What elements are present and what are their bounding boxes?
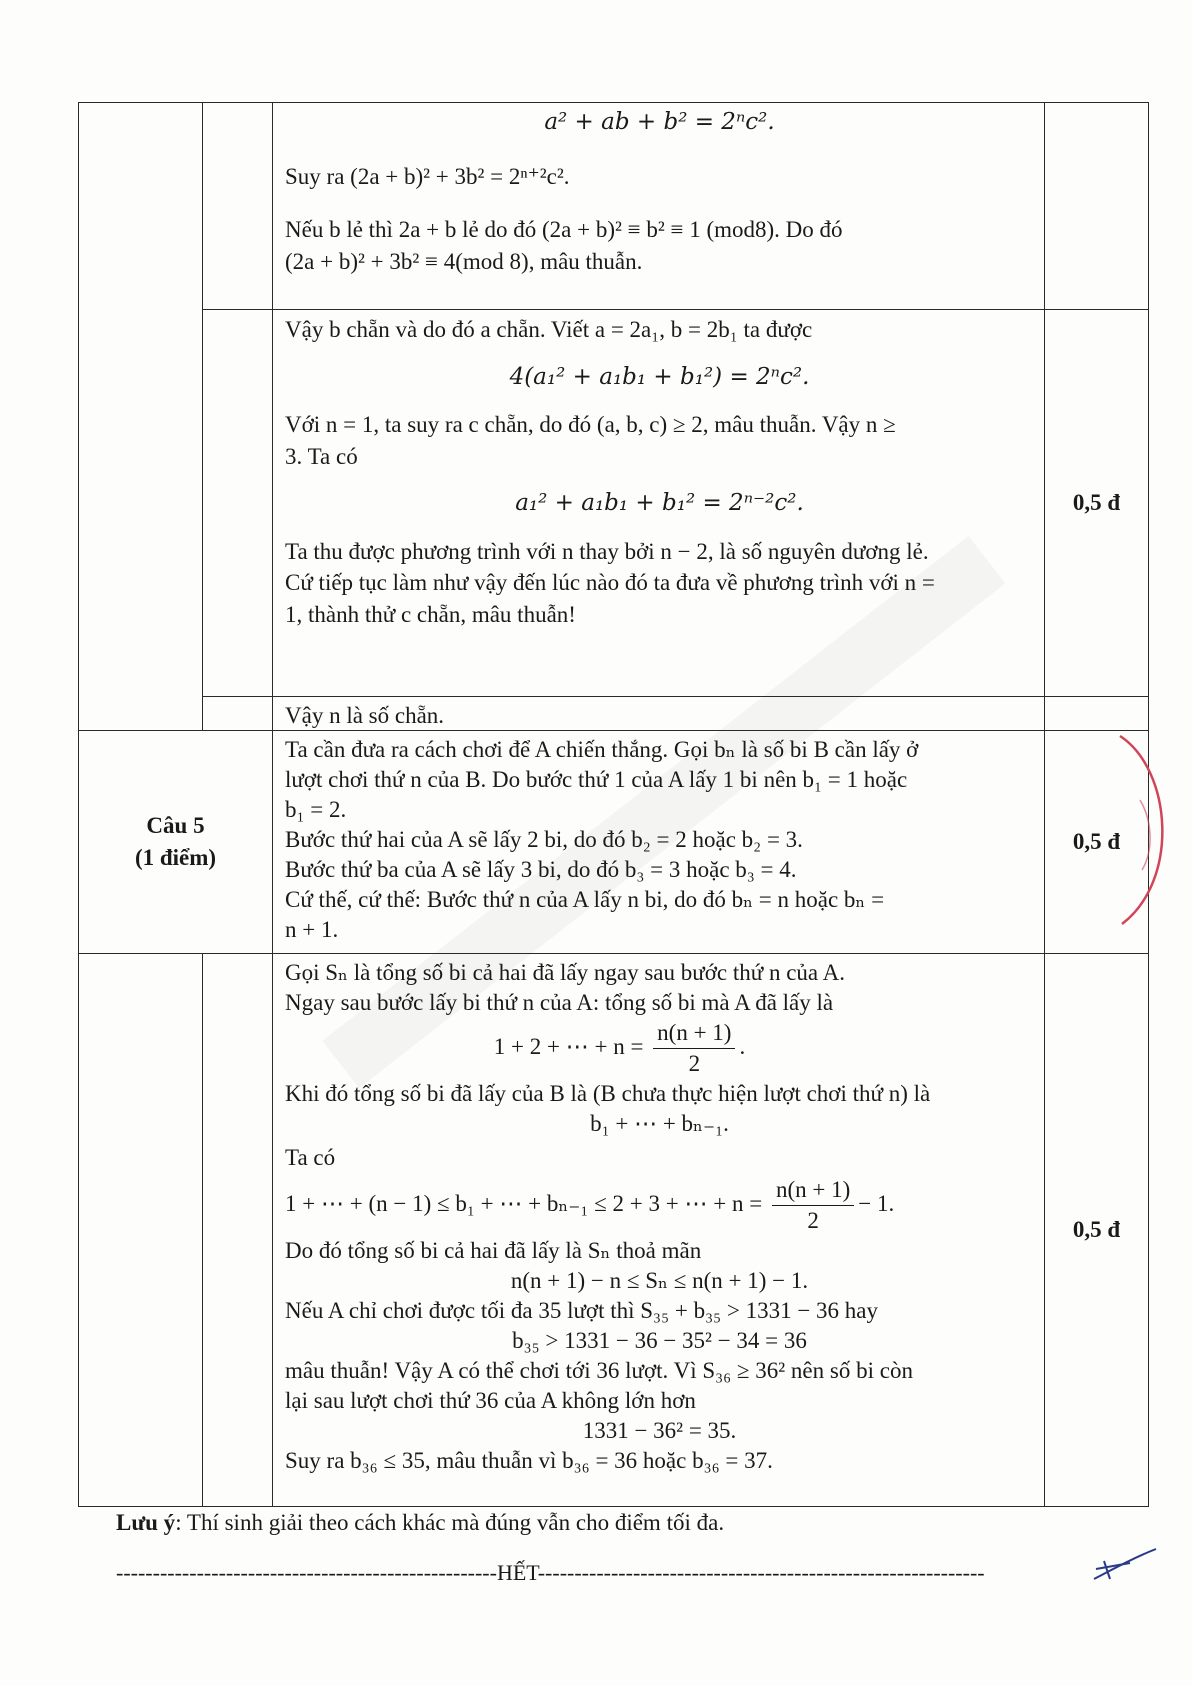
question-label [79, 731, 273, 954]
formula-tail: . [739, 1033, 746, 1059]
score-cell-empty [1045, 697, 1149, 731]
text-line: Vậy n là số chẵn. [285, 703, 445, 728]
fraction-denominator: 2 [688, 1051, 701, 1076]
equation: a² + ab + b² = 2ⁿc². [544, 109, 775, 135]
fraction [653, 1018, 735, 1079]
question-label-cell-empty [79, 103, 203, 731]
content-cell [273, 954, 1045, 1507]
text-line: Ngay sau bước lấy bi thứ n của A: tổng số bi mà A đã lấy là [285, 990, 834, 1015]
formula-left: 1 + 2 + ⋯ + n = [493, 1033, 644, 1059]
text-line: Ta có [285, 1145, 336, 1170]
text-line: (2a + b)² + 3b² ≡ 4(mod 8), mâu thuẫn. [285, 248, 643, 274]
equation: n(n + 1) − n ≤ Sₙ ≤ n(n + 1) − 1. [510, 1268, 809, 1293]
equation: b₁ + ⋯ + bₙ₋₁. [590, 1111, 729, 1136]
fraction-numerator: n(n + 1) [653, 1018, 735, 1049]
formula-left: 1 + ⋯ + (n − 1) ≤ b₁ + ⋯ + bₙ₋₁ ≤ 2 + 3 + ⋯ + n = [285, 1190, 763, 1216]
red-stamp-fragment [1112, 730, 1182, 930]
text-line: Nếu b lẻ thì 2a + b lẻ do đó (2a + b)² ≡ b² ≡ 1 (mod8). Do đó [285, 217, 843, 242]
question-label-cell-empty [79, 954, 203, 1507]
text-line: 1, thành thử c chẵn, mâu thuẫn! [285, 601, 576, 627]
formula-sum [205, 1018, 1034, 1079]
score-cell-empty [1045, 103, 1149, 310]
fraction-denominator: 2 [807, 1208, 819, 1233]
equation: 1331 − 36² = 35. [582, 1418, 737, 1443]
formula-tail: − 1. [858, 1190, 895, 1216]
dash-line-left: ---------------------------------------------------- [116, 1560, 497, 1585]
sub-cell [203, 310, 273, 697]
score-value: 0,5 đ [1045, 731, 1149, 954]
text-line: 3. Ta có [285, 443, 358, 469]
end-word: HẾT [496, 1560, 538, 1585]
text-line: Ta cần đưa ra cách chơi để A chiến thắng. Gọi bₙ là số bi B cần lấy ở [285, 737, 919, 762]
equation: b₃₅ > 1331 − 36 − 35² − 34 = 36 [512, 1328, 807, 1353]
text-line: Vậy b chẵn và do đó a chẵn. Viết a = 2a₁, b = 2b₁ ta được [285, 317, 813, 342]
note [116, 1510, 724, 1536]
fraction-numerator: n(n + 1) [772, 1175, 854, 1206]
note-text: : Thí sinh giải theo cách khác mà đúng vẫn cho điểm tối đa. [175, 1510, 725, 1535]
score-value: 0,5 đ [1045, 310, 1149, 697]
content-cell [273, 731, 1045, 954]
sub-cell [203, 103, 273, 310]
signature-mark [1090, 1545, 1160, 1585]
text-line: mâu thuẫn! Vậy A có thể chơi tới 36 lượt. Vì S₃₆ ≥ 36² nên số bi còn [285, 1358, 913, 1383]
text-line: Ta thu được phương trình với n thay bởi n − 2, là số nguyên dương lẻ. [285, 538, 929, 564]
formula-inequality [285, 1175, 1034, 1236]
text-line: Bước thứ hai của A sẽ lấy 2 bi, do đó b₂ = 2 hoặc b₂ = 3. [285, 827, 803, 852]
text-line: n + 1. [285, 917, 339, 942]
text-line: Nếu A chỉ chơi được tối đa 35 lượt thì S₃₅ + b₃₅ > 1331 − 36 hay [285, 1298, 879, 1323]
content-cell [273, 103, 1045, 310]
fraction [772, 1175, 854, 1236]
text-line: Suy ra (2a + b)² + 3b² = 2ⁿ⁺²c². [285, 163, 570, 189]
text-line: Gọi Sₙ là tổng số bi cả hai đã lấy ngay sau bước thứ n của A. [285, 960, 845, 985]
score-value: 0,5 đ [1045, 954, 1149, 1507]
text-line: lại sau lượt chơi thứ 36 của A không lớn hơn [285, 1388, 696, 1413]
end-marker [116, 1560, 1156, 1586]
text-line: Cứ tiếp tục làm như vậy đến lúc nào đó ta đưa về phương trình với n = [285, 570, 935, 595]
text-line: b₁ = 2. [285, 797, 347, 822]
sub-cell [203, 697, 273, 731]
text-line: Do đó tổng số bi cả hai đã lấy là Sₙ thoả mãn [285, 1238, 702, 1263]
text-line: Bước thứ ba của A sẽ lấy 3 bi, do đó b₃ = 3 hoặc b₃ = 4. [285, 857, 797, 882]
question-points: (1 điểm) [134, 845, 217, 870]
content-cell [273, 697, 1045, 731]
dash-line-right: ------------------------------------------------------------- [537, 1560, 985, 1585]
equation: 4(a₁² + a₁b₁ + b₁²) = 2ⁿc². [509, 363, 810, 390]
equation: a₁² + a₁b₁ + b₁² = 2ⁿ⁻²c². [515, 490, 804, 516]
text-line: lượt chơi thứ n của B. Do bước thứ 1 của A lấy 1 bi nên b₁ = 1 hoặc [285, 767, 908, 792]
text-line: Khi đó tổng số bi đã lấy của B là (B chưa thực hiện lượt chơi thứ n) là [285, 1081, 931, 1106]
solution-table [78, 102, 1149, 1507]
note-label: Lưu ý [116, 1510, 176, 1535]
text-line: Cứ thế, cứ thế: Bước thứ n của A lấy n bi, do đó bₙ = n hoặc bₙ = [285, 887, 885, 912]
text-line: Suy ra b₃₆ ≤ 35, mâu thuẫn vì b₃₆ = 36 hoặc b₃₆ = 37. [285, 1448, 773, 1473]
question-number: Câu 5 [146, 813, 205, 838]
content-cell [273, 310, 1045, 697]
text-line: Với n = 1, ta suy ra c chẵn, do đó (a, b, c) ≥ 2, mâu thuẫn. Vậy n ≥ [285, 412, 896, 437]
